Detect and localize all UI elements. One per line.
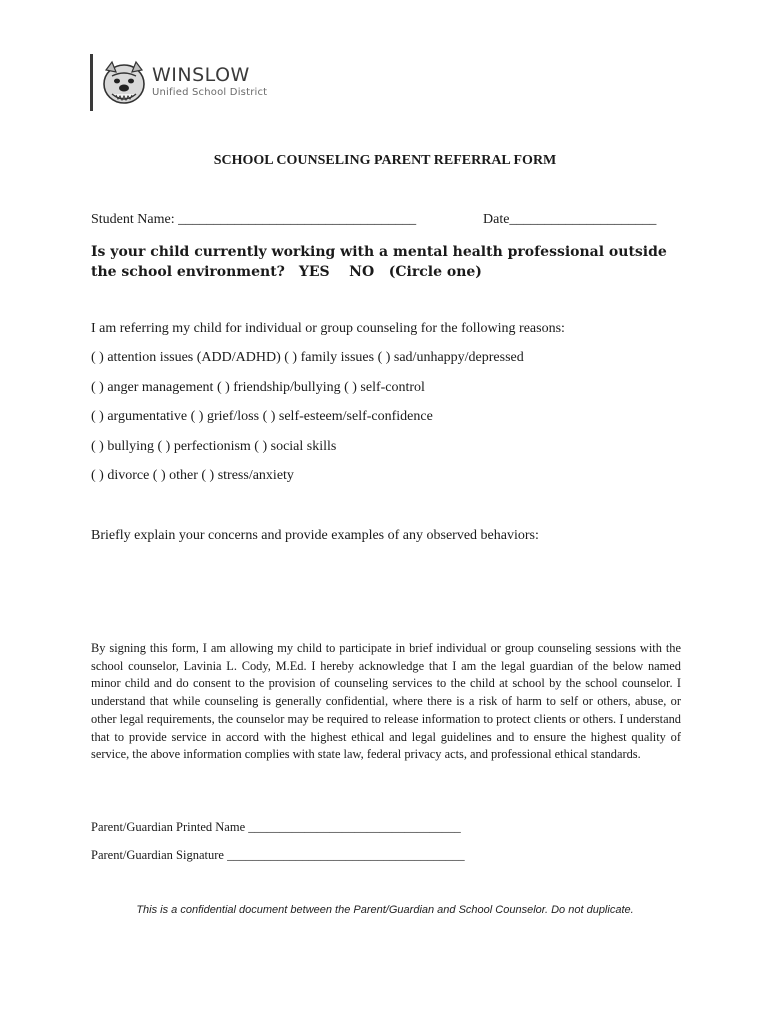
signature-field[interactable]: Parent/Guardian Signature ______________________________________ xyxy=(91,848,465,862)
concerns-prompt: Briefly explain your concerns and provide examples of any observed behaviors: xyxy=(91,528,539,543)
reasons-intro: I am referring my child for individual or group counseling for the following reasons: xyxy=(91,321,565,336)
reason-checklist-row[interactable]: ( ) argumentative ( ) grief/loss ( ) self-esteem/self-confidence xyxy=(91,409,433,424)
district-logo-subtitle: Unified School District xyxy=(152,87,268,98)
mental-health-question xyxy=(91,242,681,282)
reason-checklist-row[interactable]: ( ) divorce ( ) other ( ) stress/anxiety xyxy=(91,468,294,483)
reason-checklist-row[interactable]: ( ) anger management ( ) friendship/bullying ( ) self-control xyxy=(91,380,425,395)
form-title: SCHOOL COUNSELING PARENT REFERRAL FORM xyxy=(213,153,557,168)
confidentiality-footer: This is a confidential document between the Parent/Guardian and School Counselor. Do not duplicate. xyxy=(136,904,634,916)
question-text: Is your child currently working with a mental health professional outside the school environment? xyxy=(91,244,667,280)
printed-name-field[interactable]: Parent/Guardian Printed Name __________________________________ xyxy=(91,820,461,834)
student-name-field[interactable]: Student Name: __________________________________ xyxy=(91,212,417,227)
date-field[interactable]: Date_____________________ xyxy=(483,212,657,227)
logo-divider xyxy=(90,54,93,111)
yes-no-options[interactable]: YES NO (Circle one) xyxy=(298,264,482,280)
reason-checklist-row[interactable]: ( ) bullying ( ) perfectionism ( ) social skills xyxy=(91,439,337,454)
district-logo-name: WINSLOW xyxy=(152,64,250,86)
bulldog-mascot-icon xyxy=(98,56,150,108)
reason-checklist-row[interactable]: ( ) attention issues (ADD/ADHD) ( ) family issues ( ) sad/unhappy/depressed xyxy=(91,350,524,365)
consent-paragraph: By signing this form, I am allowing my child to participate in brief individual or group counseling sessions with the school counselor, Lavinia L. Cody, M.Ed. I hereby acknowledge that I am the legal guardian of the below named minor child and do consent to the provision of counseling services to the child at school by the school counselor. I understand that while counseling is generally confidential, where there is a risk of harm to self or others, abuse, or other legal requirements, the counselor may be required to release information to protect clients or others. I understand that to provide service in accord with the highest ethical and legal guidelines and to ensure the highest quality of service, the above information complies with state law, federal privacy acts, and professional ethical standards. xyxy=(91,641,681,762)
